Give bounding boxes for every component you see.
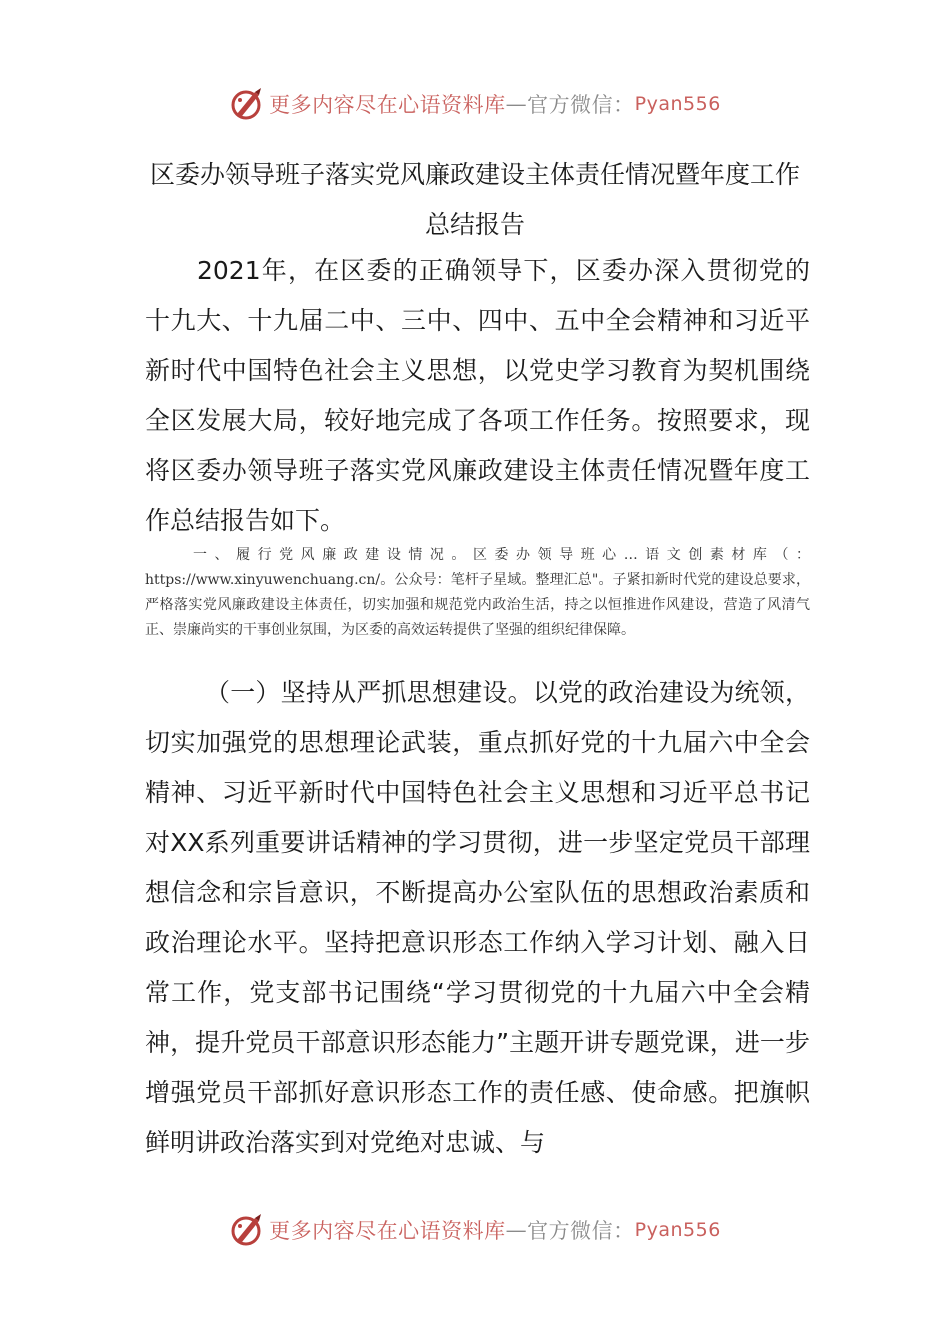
- wechat-id: Pyan556: [634, 93, 721, 115]
- watermark-dash: —: [505, 1218, 528, 1242]
- quill-logo-icon: [229, 1212, 265, 1248]
- section1-paragraph: （一）坚持从严抓思想建设。以党的政治建设为统领，切实加强党的思想理论武装，重点抓好党的十九届六中全会精神、习近平新时代中国特色社会主义思想和习近平总书记对XX系列重要讲话精神的学习贯彻，进一步坚定党员干部理想信念和宗旨意识，不断提高办公室队伍的思想政治素质和政治理论水平。坚持把意识形态工作纳入学习计划、融入日常工作，党支部书记围绕“学习贯彻党的十九届六中全会精神，提升党员干部意识形态能力”主题开讲专题党课，进一步增强党员干部抓好意识形态工作的责任感、使命感。把旗帜鲜明讲政治落实到对党绝对忠诚、与: [145, 678, 810, 1157]
- wechat-label: 官方微信：: [527, 93, 635, 117]
- watermark-text: 更多内容尽在心语资料库: [269, 1219, 506, 1243]
- watermark-text: 更多内容尽在心语资料库: [269, 93, 506, 117]
- section-note-paragraph: 一、履行党风廉政建设情况。区委办领导班心…语文创素材库（：https://www.xinyuwenchuang.cn/。公众号：笔杆子星域。整理汇总"。子紧扣新时代党的建设总要求，严格落实党风廉政建设主体责任，切实加强和规范党内政治生活，持之以恒推进作风建设，营造了风清气正、崇廉尚实的干事创业氛围，为区委的高效运转提供了坚强的组织纪律保障。: [145, 547, 810, 638]
- document-title: 区委办领导班子落实党风廉政建设主体责任情况暨年度工作总结报告: [149, 160, 800, 239]
- intro-paragraph: 2021年，在区委的正确领导下，区委办深入贯彻党的十九大、十九届二中、三中、四中、五中全会精神和习近平新时代中国特色社会主义思想，以党史学习教育为契机围绕全区发展大局，较好地完成了各项工作任务。按照要求，现将区委办领导班子落实党风廉政建设主体责任情况暨年度工作总结报告如下。: [145, 256, 810, 535]
- quill-logo-icon: [229, 86, 265, 122]
- wechat-label: 官方微信：: [527, 1219, 635, 1243]
- watermark-banner-top: [0, 84, 950, 124]
- wechat-id: Pyan556: [634, 1219, 721, 1241]
- watermark-dash: —: [505, 92, 528, 116]
- watermark-banner-bottom: [0, 1210, 950, 1250]
